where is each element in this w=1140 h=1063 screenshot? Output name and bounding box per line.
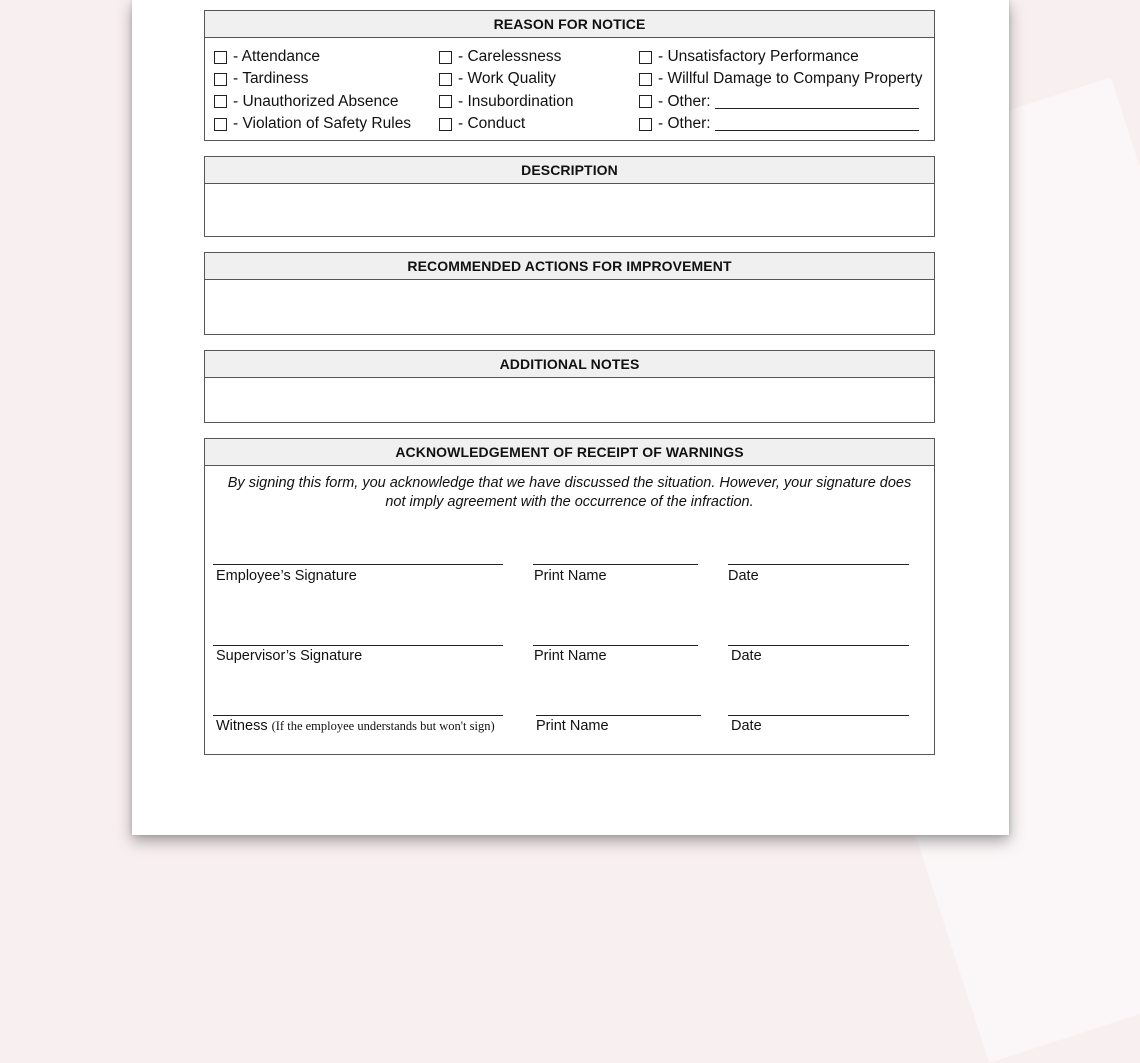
checkbox[interactable] (639, 51, 652, 64)
option-label: - Carelessness (458, 48, 562, 66)
checkbox[interactable] (214, 118, 227, 131)
supervisor-print-name-line[interactable] (533, 645, 698, 646)
reason-option-attendance[interactable] (214, 46, 411, 68)
reason-option-unsatisfactory-performance[interactable] (639, 46, 922, 68)
additional-notes-section (204, 350, 935, 423)
acknowledgement-section (204, 438, 935, 755)
reason-options (205, 38, 934, 141)
employee-signature-line[interactable] (213, 564, 503, 565)
option-label: - Tardiness (233, 70, 309, 88)
reason-option-willful-damage[interactable] (639, 68, 922, 90)
recommended-actions-section (204, 252, 935, 335)
checkbox[interactable] (639, 73, 652, 86)
description-section (204, 156, 935, 237)
recommended-actions-field[interactable] (205, 280, 934, 335)
option-label: - Violation of Safety Rules (233, 115, 412, 133)
description-field[interactable] (205, 184, 934, 237)
option-label: - Willful Damage to Company Property (658, 70, 923, 88)
checkbox[interactable] (214, 51, 227, 64)
option-label: - Other: (658, 115, 711, 133)
checkbox[interactable] (439, 51, 452, 64)
additional-notes-field[interactable] (205, 378, 934, 423)
supervisor-signature-label: Supervisor’s Signature (216, 648, 363, 664)
other-text-line[interactable] (715, 117, 919, 131)
witness-label: Witness (216, 718, 268, 734)
witness-note: (If the employee understands but won't sign) (271, 719, 495, 733)
reason-option-other-1[interactable] (639, 91, 922, 113)
reason-column-2 (439, 46, 573, 135)
checkbox[interactable] (639, 95, 652, 108)
witness-signature-line[interactable] (213, 715, 503, 716)
checkbox[interactable] (214, 95, 227, 108)
print-name-label: Print Name (536, 718, 609, 734)
reason-option-tardiness[interactable] (214, 68, 411, 90)
employee-date-line[interactable] (728, 564, 909, 565)
date-label: Date (728, 568, 759, 584)
option-label: - Attendance (233, 48, 321, 66)
reason-column-3 (639, 46, 922, 135)
reason-option-safety-rules[interactable] (214, 113, 411, 135)
date-label: Date (731, 718, 762, 734)
employee-print-name-line[interactable] (533, 564, 698, 565)
section-title: DESCRIPTION (205, 157, 934, 184)
reason-option-carelessness[interactable] (439, 46, 573, 68)
section-title: RECOMMENDED ACTIONS FOR IMPROVEMENT (205, 253, 934, 280)
witness-signature-label (216, 718, 495, 734)
other-text-line[interactable] (715, 95, 919, 109)
checkbox[interactable] (439, 118, 452, 131)
employee-signature-label: Employee’s Signature (216, 568, 357, 584)
print-name-label: Print Name (534, 648, 607, 664)
section-title: ACKNOWLEDGEMENT OF RECEIPT OF WARNINGS (205, 439, 934, 466)
reason-option-other-2[interactable] (639, 113, 922, 135)
checkbox[interactable] (439, 95, 452, 108)
acknowledgement-text: By signing this form, you acknowledge that we have discussed the situation. However, your signature does not imply agreement with the occurrence of the infraction. (227, 475, 912, 510)
supervisor-signature-line[interactable] (213, 645, 503, 646)
option-label: - Other: (658, 92, 711, 110)
option-label: - Unsatisfactory Performance (658, 48, 859, 66)
reason-option-work-quality[interactable] (439, 68, 573, 90)
date-label: Date (731, 648, 762, 664)
form-page (132, 0, 1009, 835)
option-label: - Work Quality (458, 70, 556, 88)
reason-column-1 (214, 46, 411, 135)
reason-option-conduct[interactable] (439, 113, 573, 135)
witness-date-line[interactable] (728, 715, 909, 716)
section-title: ADDITIONAL NOTES (205, 351, 934, 378)
checkbox[interactable] (214, 73, 227, 86)
option-label: - Insubordination (458, 92, 574, 110)
option-label: - Unauthorized Absence (233, 92, 399, 110)
reason-option-insubordination[interactable] (439, 91, 573, 113)
witness-print-name-line[interactable] (536, 715, 701, 716)
print-name-label: Print Name (534, 568, 607, 584)
option-label: - Conduct (458, 115, 526, 133)
supervisor-date-line[interactable] (728, 645, 909, 646)
reason-option-unauthorized-absence[interactable] (214, 91, 411, 113)
section-title: REASON FOR NOTICE (205, 11, 934, 38)
checkbox[interactable] (439, 73, 452, 86)
checkbox[interactable] (639, 118, 652, 131)
reason-for-notice-section (204, 10, 935, 141)
